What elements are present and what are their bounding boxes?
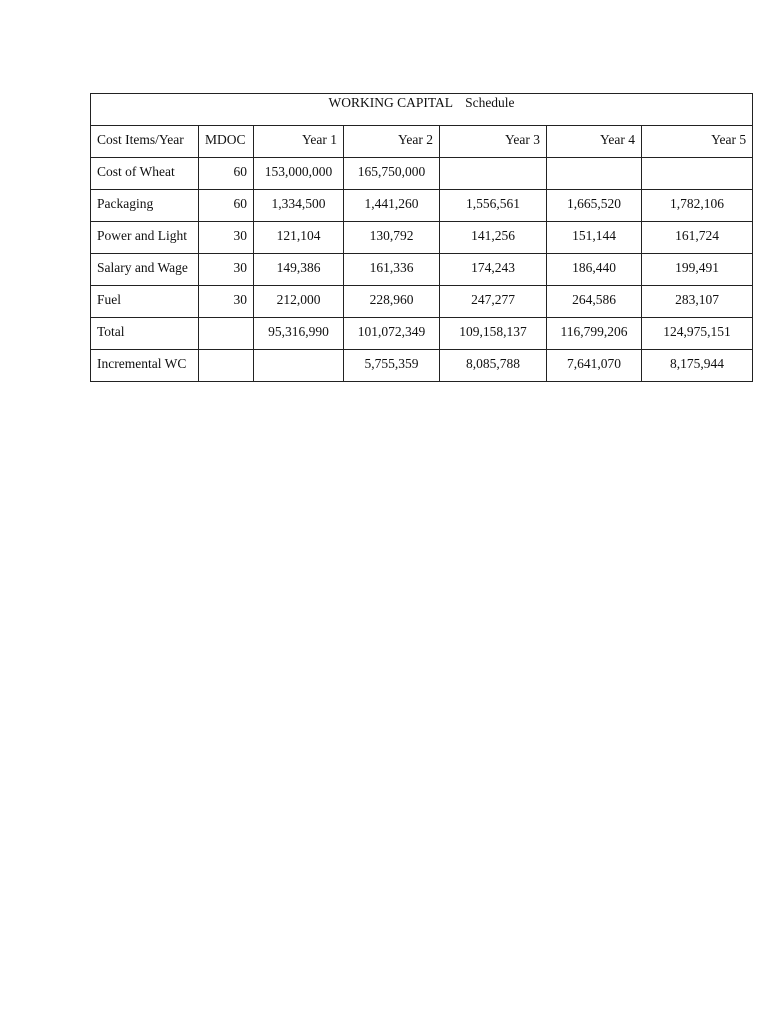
- cell-item: Power and Light: [91, 222, 199, 254]
- header-year-2: Year 2: [344, 126, 440, 158]
- table-row-fuel: [91, 286, 753, 318]
- cell-year-4: [547, 158, 642, 190]
- cell-year-1: 95,316,990: [254, 318, 344, 350]
- header-year-5: Year 5: [642, 126, 753, 158]
- table-row-incremental-wc: [91, 350, 753, 382]
- header-year-4: Year 4: [547, 126, 642, 158]
- cell-mdoc: [199, 318, 254, 350]
- table-row-power-and-light: [91, 222, 753, 254]
- cell-item: Total: [91, 318, 199, 350]
- working-capital-table: [90, 93, 753, 382]
- cell-year-3: [440, 158, 547, 190]
- cell-year-2: 5,755,359: [344, 350, 440, 382]
- header-year-1: Year 1: [254, 126, 344, 158]
- cell-year-2: 228,960: [344, 286, 440, 318]
- table-title-main: WORKING CAPITAL: [328, 95, 454, 110]
- table-header-row: [91, 126, 753, 158]
- header-year-3: Year 3: [440, 126, 547, 158]
- table-title-sub: Schedule: [465, 95, 515, 110]
- cell-year-4: 186,440: [547, 254, 642, 286]
- cell-year-5: 161,724: [642, 222, 753, 254]
- cell-year-3: 1,556,561: [440, 190, 547, 222]
- cell-year-2: 165,750,000: [344, 158, 440, 190]
- table-row-salary-and-wage: [91, 254, 753, 286]
- cell-year-5: 124,975,151: [642, 318, 753, 350]
- table-title: [91, 94, 753, 126]
- cell-year-5: 1,782,106: [642, 190, 753, 222]
- cell-year-3: 109,158,137: [440, 318, 547, 350]
- cell-year-2: 101,072,349: [344, 318, 440, 350]
- cell-year-2: 161,336: [344, 254, 440, 286]
- cell-year-2: 130,792: [344, 222, 440, 254]
- cell-year-1: 149,386: [254, 254, 344, 286]
- cell-year-5: 199,491: [642, 254, 753, 286]
- cell-year-3: 247,277: [440, 286, 547, 318]
- cell-item: Incremental WC: [91, 350, 199, 382]
- table-row-total: [91, 318, 753, 350]
- cell-year-4: 116,799,206: [547, 318, 642, 350]
- cell-year-4: 264,586: [547, 286, 642, 318]
- cell-year-4: 151,144: [547, 222, 642, 254]
- cell-year-1: 121,104: [254, 222, 344, 254]
- cell-year-3: 174,243: [440, 254, 547, 286]
- cell-mdoc: 30: [199, 286, 254, 318]
- cell-item: Salary and Wage: [91, 254, 199, 286]
- cell-item: Cost of Wheat: [91, 158, 199, 190]
- cell-year-1: 1,334,500: [254, 190, 344, 222]
- cell-year-3: 8,085,788: [440, 350, 547, 382]
- cell-mdoc: 60: [199, 190, 254, 222]
- table-row-packaging: [91, 190, 753, 222]
- table-title-row: [91, 94, 753, 126]
- cell-mdoc: [199, 350, 254, 382]
- cell-year-1: 212,000: [254, 286, 344, 318]
- header-cost-items: Cost Items/Year: [91, 126, 199, 158]
- cell-year-5: 283,107: [642, 286, 753, 318]
- header-mdoc: MDOC: [199, 126, 254, 158]
- cell-mdoc: 60: [199, 158, 254, 190]
- cell-year-2: 1,441,260: [344, 190, 440, 222]
- cell-year-4: 1,665,520: [547, 190, 642, 222]
- cell-item: Fuel: [91, 286, 199, 318]
- cell-mdoc: 30: [199, 254, 254, 286]
- cell-year-1: [254, 350, 344, 382]
- cell-year-5: 8,175,944: [642, 350, 753, 382]
- cell-mdoc: 30: [199, 222, 254, 254]
- cell-year-3: 141,256: [440, 222, 547, 254]
- cell-year-1: 153,000,000: [254, 158, 344, 190]
- cell-year-5: [642, 158, 753, 190]
- table-row-cost-of-wheat: [91, 158, 753, 190]
- cell-year-4: 7,641,070: [547, 350, 642, 382]
- cell-item: Packaging: [91, 190, 199, 222]
